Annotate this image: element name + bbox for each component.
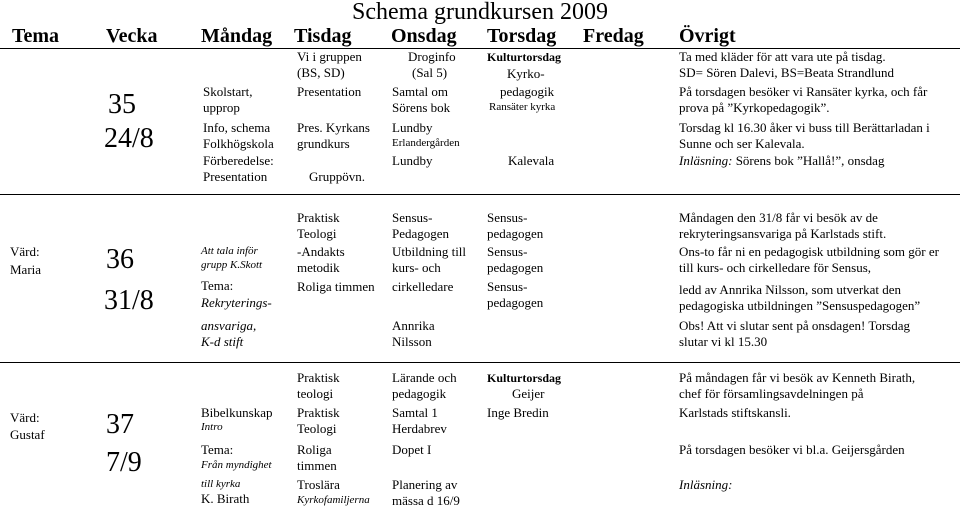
header-vecka: Vecka xyxy=(106,25,158,47)
tuesday-text: Teologi xyxy=(297,421,337,436)
monday-text: grupp K.Skott xyxy=(201,259,263,271)
tuesday-text: Kyrkofamiljerna xyxy=(297,494,370,506)
wednesday-text: Samtal om xyxy=(392,84,448,99)
wednesday-text: Lärande och xyxy=(392,370,457,385)
thursday-text: Kyrko- xyxy=(507,66,545,81)
monday-text: K. Birath xyxy=(201,491,250,506)
wednesday-text: Dopet I xyxy=(392,442,432,457)
monday-text: Presentation xyxy=(203,169,268,184)
ovrigt-text: chef för församlingsavdelningen på xyxy=(679,386,864,401)
thursday-text: pedagogen xyxy=(487,226,544,241)
ovrigt-text: På torsdagen besöker vi bl.a. Geijersgården xyxy=(679,442,905,457)
monday-text: Intro xyxy=(201,421,223,433)
thursday-text: Sensus- xyxy=(487,210,528,225)
monday-text: Tema: xyxy=(201,278,234,293)
monday-text: ansvariga, xyxy=(201,318,257,333)
thursday-text: pedagogik xyxy=(500,84,555,99)
thursday-text: Geijer xyxy=(512,386,545,401)
thursday-text: Sensus- xyxy=(487,279,528,294)
thursday-text: Sensus- xyxy=(487,244,528,259)
wednesday-text: cirkelledare xyxy=(392,279,454,294)
header-tisdag: Tisdag xyxy=(294,25,352,47)
ovrigt-text xyxy=(679,153,884,168)
tuesday-text: grundkurs xyxy=(297,136,350,151)
wednesday-text: Planering av xyxy=(392,477,458,492)
ovrigt-text: Ta med kläder för att vara ute på tisdag. xyxy=(679,49,886,64)
wednesday-text: Utbildning till xyxy=(392,244,467,259)
ovrigt-text: slutar vi kl 15.30 xyxy=(679,334,768,349)
tuesday-text: Roliga timmen xyxy=(297,279,375,294)
thursday-text: Kulturtorsdag xyxy=(487,50,562,64)
wednesday-text: kurs- och xyxy=(392,260,441,275)
wednesday-text: mässa d 16/9 xyxy=(392,493,460,508)
tuesday-text: (BS, SD) xyxy=(297,65,345,80)
ovrigt-text: Karlstads stiftskansli. xyxy=(679,405,791,420)
wednesday-text: Herdabrev xyxy=(392,421,447,436)
monday-text: Folkhögskola xyxy=(203,136,274,151)
week-date: 24/8 xyxy=(104,123,154,154)
tuesday-text: Gruppövn. xyxy=(309,169,365,184)
monday-text: Att tala inför xyxy=(201,245,258,257)
header-onsdag: Onsdag xyxy=(391,25,457,47)
host-name: Maria xyxy=(10,262,42,277)
ovrigt-text: Ons-to får ni en pedagogisk utbildning som gör er xyxy=(679,244,939,259)
ovrigt-text: Sunne och ser Kalevala. xyxy=(679,136,805,151)
tuesday-text: Troslära xyxy=(297,477,340,492)
week-date: 31/8 xyxy=(104,285,154,316)
ovrigt-text: På torsdagen besöker vi Ransäter kyrka, och får xyxy=(679,84,928,99)
monday-text: Bibelkunskap xyxy=(201,405,273,420)
tuesday-text: Praktisk xyxy=(297,210,340,225)
monday-text: Tema: xyxy=(201,442,234,457)
tuesday-text: Praktisk xyxy=(297,370,340,385)
wednesday-text: Lundby xyxy=(392,120,433,135)
wednesday-text: Sensus- xyxy=(392,210,433,225)
monday-text: Från myndighet xyxy=(201,459,272,471)
wednesday-text: Sörens bok xyxy=(392,100,451,115)
wednesday-text: Erlandergården xyxy=(392,137,460,149)
monday-text: Rekryterings- xyxy=(201,295,272,310)
tuesday-text: timmen xyxy=(297,458,337,473)
ovrigt-text: SD= Sören Dalevi, BS=Beata Strandlund xyxy=(679,65,895,80)
ovrigt-text: Torsdag kl 16.30 åker vi buss till Berättarladan i xyxy=(679,120,930,135)
ovrigt-text: ledd av Annrika Nilsson, som utverkat den xyxy=(679,282,902,297)
thursday-text: Inge Bredin xyxy=(487,405,549,420)
monday-text: Förberedelse: xyxy=(203,153,274,168)
header-ovrigt: Övrigt xyxy=(679,25,736,47)
tuesday-text: Praktisk xyxy=(297,405,340,420)
host-name: Gustaf xyxy=(10,427,45,442)
page-title: Schema grundkursen 2009 xyxy=(352,0,608,25)
monday-text: K-d stift xyxy=(201,334,244,349)
thursday-text: pedagogen xyxy=(487,295,544,310)
tuesday-text: teologi xyxy=(297,386,334,401)
tuesday-text: -Andakts xyxy=(297,244,345,259)
inlasning-value: Sörens bok ”Hallå!”, onsdag xyxy=(732,153,885,168)
host-label: Värd: xyxy=(10,410,40,425)
header-mandag: Måndag xyxy=(201,25,273,47)
week-number: 37 xyxy=(106,409,134,440)
tuesday-text: Vi i gruppen xyxy=(297,49,362,64)
tuesday-text: Presentation xyxy=(297,84,362,99)
wednesday-text: Lundby xyxy=(392,153,433,168)
monday-text: till kyrka xyxy=(201,478,241,490)
ovrigt-text: Måndagen den 31/8 får vi besök av de xyxy=(679,210,878,225)
ovrigt-text: Inläsning: xyxy=(679,477,733,492)
tuesday-text: Roliga xyxy=(297,442,332,457)
ovrigt-text: prova på ”Kyrkopedagogik”. xyxy=(679,100,830,115)
wednesday-text: pedagogik xyxy=(392,386,447,401)
tuesday-text: Pres. Kyrkans xyxy=(297,120,370,135)
thursday-text: Kalevala xyxy=(508,153,555,168)
wednesday-text: Droginfo xyxy=(408,49,456,64)
ovrigt-text: På måndagen får vi besök av Kenneth Birath, xyxy=(679,370,916,385)
thursday-text: Ransäter kyrka xyxy=(489,101,556,113)
ovrigt-text: till kurs- och cirkelledare för Sensus, xyxy=(679,260,872,275)
wednesday-text: Annrika xyxy=(392,318,435,333)
week-number: 36 xyxy=(106,244,134,275)
host-label: Värd: xyxy=(10,244,40,259)
header-fredag: Fredag xyxy=(583,25,644,47)
wednesday-text: Samtal 1 xyxy=(392,405,438,420)
inlasning-label: Inläsning: xyxy=(679,153,733,168)
wednesday-text: Pedagogen xyxy=(392,226,450,241)
ovrigt-text: Obs! Att vi slutar sent på onsdagen! Torsdag xyxy=(679,318,911,333)
monday-text: Skolstart, xyxy=(203,84,253,99)
tuesday-text: metodik xyxy=(297,260,340,275)
header-torsdag: Torsdag xyxy=(487,25,557,47)
thursday-text: pedagogen xyxy=(487,260,544,275)
week-divider xyxy=(0,194,960,195)
monday-text: upprop xyxy=(203,100,240,115)
tuesday-text: Teologi xyxy=(297,226,337,241)
week-divider xyxy=(0,362,960,363)
ovrigt-text: pedagogiska utbildningen ”Sensuspedagogen” xyxy=(679,298,921,313)
wednesday-text: (Sal 5) xyxy=(412,65,448,80)
week-date: 7/9 xyxy=(106,447,142,478)
ovrigt-text: rekryteringsansvariga på Karlstads stift. xyxy=(679,226,887,241)
monday-text: Info, schema xyxy=(203,120,271,135)
wednesday-text: Nilsson xyxy=(392,334,432,349)
week-number: 35 xyxy=(108,89,136,120)
header-tema: Tema xyxy=(12,25,60,47)
thursday-text: Kulturtorsdag xyxy=(487,371,562,385)
